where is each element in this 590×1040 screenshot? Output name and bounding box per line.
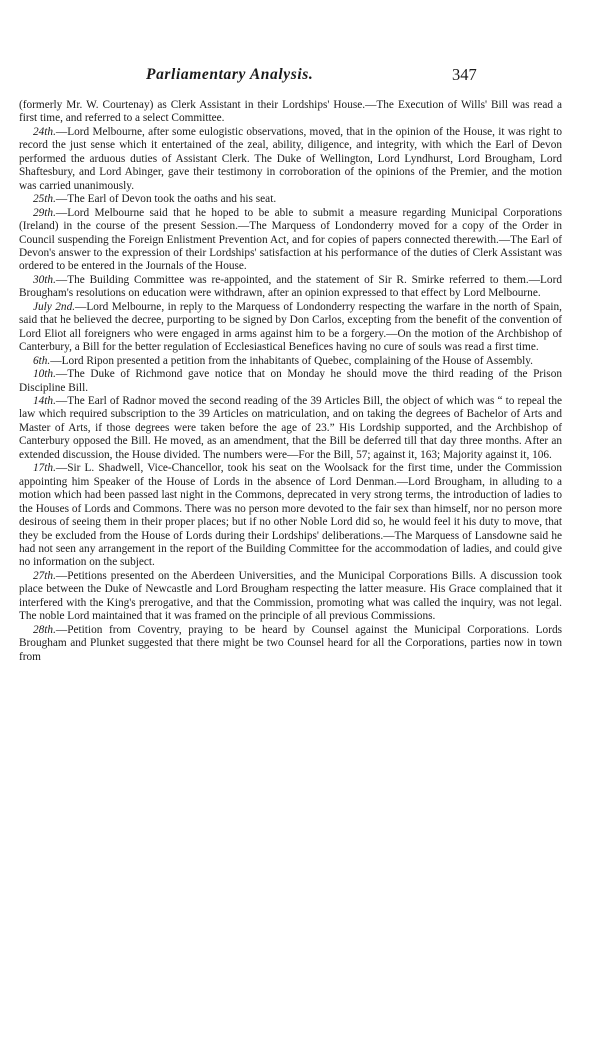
- paragraph-entry-29th: [19, 207, 562, 274]
- paragraph-text: —Lord Melbourne, in reply to the Marquess of Londonderry respecting the warfare in the north of Spain, said that he believed the decree, purporting to be signed by Don Carlos, excepting from the benefit of the convention of Lord Eliot all foreigners who were engaged in arms against him to be a forgery.—On the motion of the Archbishop of Canterbury, a Bill for the better regulation of Ecclesiastical Benefices having no cure of souls was read a first time.: [19, 300, 562, 354]
- paragraph-entry-30th: [19, 274, 562, 301]
- body-text: [19, 99, 562, 664]
- entry-date: 17th.: [33, 462, 56, 475]
- running-head: [0, 66, 590, 88]
- paragraph-entry-28th: [19, 624, 562, 664]
- paragraph-entry-24th: [19, 126, 562, 193]
- paragraph-text: —The Earl of Radnor moved the second reading of the 39 Articles Bill, the object of which was “ to repeal the law which required subscription to the 39 Articles on matriculation, and on taking the degrees of Bachelor of Arts and Master of Arts, if those degrees were taken before the age of 23.” His Lordship supported, and the Archbishop of Canterbury opposed the Bill. He moved, as an amendment, that the Bill be deferred till that day three months. After an extended discussion, the House divided. The numbers were—For the Bill, 57; against it, 163; Majority against it, 106.: [19, 394, 562, 461]
- paragraph-entry-14th: [19, 395, 562, 462]
- entry-date: 10th.: [33, 368, 56, 381]
- paragraph-entry-27th: [19, 570, 562, 624]
- entry-date: 25th.: [33, 193, 56, 206]
- paragraph-text: —Petitions presented on the Aberdeen Universities, and the Municipal Corporations Bills. A discussion took place between the Duke of Newcastle and Lord Brougham respecting the latter measure. His Grace complained that it interfered with the King's prerogative, and that the Commission, promoting what was called the inquiry, was not legal. The noble Lord maintained that it was framed on the principle of all previous Commissions.: [19, 569, 562, 623]
- paragraph-text: —The Earl of Devon took the oaths and his seat.: [55, 193, 277, 206]
- paragraph-entry-july-2nd: [19, 301, 562, 355]
- entry-date: 28th.: [33, 623, 56, 636]
- entry-date: 27th.: [33, 569, 56, 582]
- paragraph-text: —Lord Melbourne, after some eulogistic observations, moved, that in the opinion of the House, it was right to record the just sense which it entertained of the zeal, ability, diligence, and integrity, with which the Earl of Devon performed the arduous duties of Assistant Clerk. The Duke of Wellington, Lord Lyndhurst, Lord Brougham, Lord Shaftesbury, and Lord Abinger, gave their testimony in corroboration of the opinions of the Premier, and the motion was carried unanimously.: [19, 125, 562, 192]
- paragraph-text: —Lord Ripon presented a petition from the inhabitants of Quebec, complaining of the House of Assembly.: [50, 354, 533, 367]
- entry-date: 24th.: [33, 125, 56, 138]
- paragraph-entry-17th: [19, 462, 562, 570]
- paragraph-continuation: [19, 99, 562, 126]
- paragraph-text: —Sir L. Shadwell, Vice-Chancellor, took his seat on the Woolsack for the first time, under the Commission appointing him Speaker of the House of Lords in the absence of Lord Denman.—Lord Brougham, in alluding to a motion which had been passed last night in the Commons, deprecated in very strong terms, the introduction of ladies to the Houses of Lords and Commons. There was no person more devoted to the fair sex than himself, nor no person more desirous of seeing them in their proper places; but if no other Noble Lord did so, he would feel it his duty to move, that they be excluded from the House of Lords during their Lordships' deliberations.—The Marquess of Lansdowne said he had not seen any arrangement in the report of the Building Committee for the accommodation of ladies, and could give no information on the subject.: [19, 462, 562, 569]
- entry-date: 29th.: [33, 206, 56, 219]
- paragraph-text: —The Duke of Richmond gave notice that on Monday he should move the third reading of the Prison Discipline Bill.: [19, 368, 562, 394]
- paragraph-text: (formerly Mr. W. Courtenay) as Clerk Assistant in their Lordships' House.—The Execution of Wills' Bill was read a first time, and referred to a select Committee.: [19, 99, 562, 125]
- entry-date: 6th.: [33, 354, 51, 367]
- paragraph-entry-25th: [19, 193, 562, 206]
- paragraph-entry-6th: [19, 355, 562, 368]
- entry-date: 14th.: [33, 394, 56, 407]
- paragraph-text: —Petition from Coventry, praying to be heard by Counsel against the Municipal Corporations. Lords Brougham and Plunket suggested that there might be two Counsel heard for all the Corporations, parties now in town from: [19, 623, 562, 663]
- paragraph-text: —The Building Committee was re-appointed, and the statement of Sir R. Smirke referred to them.—Lord Brougham's resolutions on education were withdrawn, after an opinion expressed to that effect by Lord Melbourne.: [19, 273, 562, 300]
- entry-date: July 2nd.: [33, 300, 76, 313]
- paragraph-text: —Lord Melbourne said that he hoped to be able to submit a measure regarding Municipal Corporations (Ireland) in the course of the present Session.—The Marquess of Londonderry moved for a copy of the Order in Council suspending the Foreign Enlistment Prevention Act, and for copies of papers connected therewith.—The Earl of Devon's answer to the expression of their Lordships' satisfaction at his performance of the duties of Clerk Assistant was ordered to be entered in the Journals of the House.: [19, 206, 562, 273]
- page-number: 347: [452, 65, 477, 84]
- entry-date: 30th.: [33, 273, 56, 286]
- running-head-title: Parliamentary Analysis.: [146, 66, 314, 83]
- paragraph-entry-10th: [19, 368, 562, 395]
